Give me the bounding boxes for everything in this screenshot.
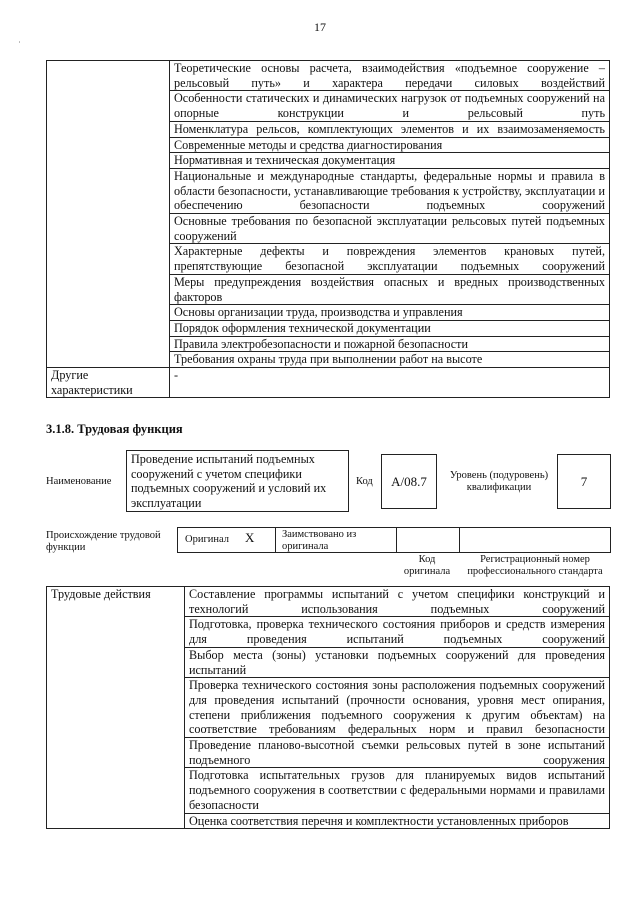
table-row — [47, 368, 610, 398]
list-item: Требования охраны труда при выполнении работ на высоте — [170, 352, 610, 368]
margin-mark: ˙ — [18, 40, 21, 50]
original-cell — [178, 528, 276, 552]
section-title: 3.1.8. Трудовая функция — [46, 422, 183, 436]
list-item: Составление программы испытаний с учетом специфики конструкций и технологий использования подъемных сооружений — [185, 587, 610, 617]
origin-label: Происхождение трудовой функции — [46, 530, 161, 553]
list-item: Нормативная и техническая документация — [170, 153, 610, 169]
level-label: Уровень (подуровень) квалификации — [449, 470, 549, 493]
list-item: Правила электробезопасности и пожарной безопасности — [170, 336, 610, 352]
requirements-table — [46, 60, 610, 398]
other-characteristics-value: - — [170, 368, 610, 398]
list-item: Национальные и международные стандарты, федеральные нормы и правила в области безопасности, устанавливающие требования к устройству, эксплуатации и обеспечению безопасности подъемных сооружений — [170, 168, 610, 213]
code-value-box: А/08.7 — [381, 454, 437, 509]
actions-label: Трудовые действия — [47, 587, 185, 829]
category-cell — [47, 61, 170, 368]
list-item: Оценка соответствия перечня и комплектности установленных приборов — [185, 813, 610, 829]
list-item: Основы организации труда, производства и управления — [170, 305, 610, 321]
list-item: Подготовка испытательных грузов для планируемых видов испытаний подъемного сооружения в соответствии с федеральными нормами и правилами безопасности — [185, 768, 610, 813]
table-row — [47, 61, 610, 91]
origin-box — [177, 527, 611, 553]
function-name-box: Проведение испытаний подъемных сооружений с учетом специфики подъемных сооружений и условий их эксплуатации — [126, 450, 349, 512]
table-row — [47, 587, 610, 617]
borrowed-label: Заимствовано из оригинала — [282, 529, 357, 552]
actions-table — [46, 586, 610, 829]
list-item: Порядок оформления технической документации — [170, 320, 610, 336]
reg-number-label: Регистрационный номер профессионального стандарта — [467, 554, 603, 577]
code-original-label: Код оригинала — [403, 554, 451, 577]
other-characteristics-label: Другие характеристики — [47, 368, 170, 398]
list-item: Особенности статических и динамических нагрузок от подъемных сооружений на опорные конструкции и рельсовый путь — [170, 91, 610, 121]
list-item: Основные требования по безопасной эксплуатации рельсовых путей подъемных сооружений — [170, 214, 610, 244]
original-mark: X — [245, 530, 255, 545]
list-item: Меры предупреждения воздействия опасных и вредных производственных факторов — [170, 274, 610, 304]
list-item: Проведение планово-высотной съемки рельсовых путей в зоне испытаний подъемного сооружения — [185, 738, 610, 768]
list-item: Выбор места (зоны) установки подъемных сооружений для проведения испытаний — [185, 647, 610, 677]
list-item: Проверка технического состояния зоны расположения подъемных сооружений для проведения испытаний (прочности основания, уровня мест опирания, степени приближения подъемного сооружения к другим объектам) на соответствие требованиям федеральных норм и правил безопасности — [185, 678, 610, 738]
original-label: Оригинал — [185, 534, 229, 545]
code-label: Код — [356, 476, 373, 487]
list-item: Характерные дефекты и повреждения элементов крановых путей, препятствующие безопасной эксплуатации подъемных сооружений — [170, 244, 610, 274]
name-label: Наименование — [46, 476, 112, 487]
list-item: Теоретические основы расчета, взаимодействия «подъемное сооружение – рельсовый путь» и характера передачи силовых воздействий — [170, 61, 610, 91]
page-number: 17 — [314, 20, 326, 34]
level-value-box: 7 — [557, 454, 611, 509]
list-item: Номенклатура рельсов, комплектующих элементов и их взаимозаменяемость — [170, 121, 610, 137]
list-item: Подготовка, проверка технического состояния приборов и средств измерения для проведения испытаний подъемных сооружений — [185, 617, 610, 647]
code-original-cell — [396, 528, 460, 552]
list-item: Современные методы и средства диагностирования — [170, 137, 610, 153]
